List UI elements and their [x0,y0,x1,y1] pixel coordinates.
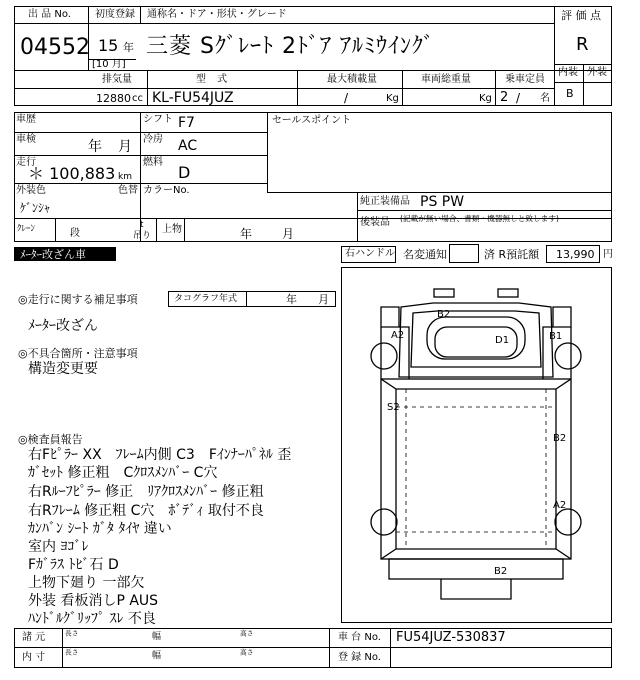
first-reg-label: 初度登録 [95,9,135,20]
color-change-label: 色替 [118,185,138,196]
shift-value: F7 [178,115,195,131]
height-label: 高さ [240,630,254,638]
width-label: 幅 [152,651,162,661]
inspector-line: 右Fﾋﾟﾗｰ XX ﾌﾚｰﾑ内側 C3 Fｲﾝﾅｰﾊﾟﾈﾙ 歪 [28,447,292,463]
max-load-unit: Kg [386,93,399,104]
inspector-line: ｶﾞｾｯﾄ 修正粗 Cｸﾛｽﾒﾝﾊﾞｰ C穴 [28,465,218,481]
shaken-month: 月 [118,139,132,155]
crane-hoist: 吊り [133,231,152,241]
model-value: KL-FU54JUZ [152,90,234,106]
damage-mark-s2: S2 [387,402,400,413]
capacity-value: 2 [500,90,509,105]
interior-grade: B [566,87,574,100]
displacement-value: 12880 [96,92,131,105]
inspector-line: 右Rﾙｰﾌﾋﾟﾗｰ 修正 ﾘｱｸﾛｽﾒﾝﾊﾞｰ 修正粗 [28,484,264,500]
first-reg-year-unit: 年 [123,41,134,54]
ac-label: 冷房 [143,134,163,145]
first-reg-year: 15 [98,36,119,55]
color-no-label: カラーNo. [143,185,190,196]
interior-label: 内装 [558,67,578,78]
body-label: 上物 [162,224,182,235]
capacity-label: 乗車定員 [505,74,545,85]
max-load-slash: / [344,91,349,105]
capacity-slash: / [516,91,521,105]
damage-mark-d1: D1 [495,335,510,346]
height-label: 高さ [240,649,254,657]
color-value: ｹﾞﾝｼｬ [20,201,51,215]
vehicle-name-label: 通称名・ドア・形状・グレード [147,9,287,20]
sales-point-label: セールスポイント [272,115,352,126]
inspector-line: ﾊﾝﾄﾞﾙｸﾞﾘｯﾌﾟ ｽﾚ 不良 [28,611,156,627]
equipment-label: 純正装備品 [360,196,410,207]
recycle-label: 済 R預託額 [484,248,540,261]
body-year: 年 [240,227,253,241]
damage-mark-b1: B1 [549,331,563,342]
displacement-unit: cc [132,93,143,104]
width-label: 幅 [152,632,162,642]
crane-ton: t [140,220,144,230]
model-label: 型 式 [196,74,232,85]
fuel-value: D [178,163,191,182]
inspector-line: ｶﾝﾊﾞﾝ ｼｰﾄ ｶﾞﾀ ﾀｲﾔ 違い [28,521,172,537]
meter-tamper-text: ﾒｰﾀｰ改ざん車 [20,248,86,261]
recycle-amount: 13,990 [556,248,595,261]
vehicle-name: 三菱 Sｸﾞﾚｰﾄ 2ﾄﾞｱ ｱﾙﾐｳｲﾝｸﾞ [146,34,435,59]
registration-label: 登 録 No. [338,652,381,663]
tacho-year: 年 [286,293,297,306]
crane-stage: 段 [70,228,80,239]
truck-diagram [341,267,612,623]
name-change-box [449,244,479,263]
defect-note: 構造変更要 [28,361,98,377]
exterior-label: 外装 [587,67,607,78]
grade-label: 評 価 点 [561,9,601,22]
lot-number: 04552 [20,35,90,60]
mileage-unit: km [118,172,132,182]
gross-weight-label: 車両総重量 [421,74,471,85]
rhd-label: 右ハンドル [345,248,395,259]
mileage-value: ＊ 100,883 [28,164,116,183]
inspector-line: 右Rﾌﾚｰﾑ 修正粗 C穴 ﾎﾞﾃﾞｨ 取付不良 [28,503,264,519]
damage-mark-b2-rear: B2 [494,566,508,577]
mileage-label: 走行 [16,157,36,168]
defect-label: ◎不具合箇所・注意事項 [18,347,138,360]
equipment-value: PS PW [420,194,465,210]
aftermarket-note: (記載が無い場合、書類・機器無しと致します) [400,215,559,224]
inner-dims-label: 内 寸 [22,652,46,663]
length-label: 長さ [65,649,79,657]
name-change-label: 名変通知 [403,248,447,261]
fuel-label: 燃料 [143,157,163,168]
shaken-year: 年 [88,139,102,155]
crane-label: ｸﾚｰﾝ [17,224,36,234]
shaken-label: 車検 [16,134,36,145]
inspector-line: 上物下廻り 一部欠 [28,575,145,591]
spec-dims-label: 諸 元 [22,632,46,643]
gross-weight-unit: Kg [479,93,492,104]
aftermarket-label: 後装品 [360,217,390,228]
inspector-line: 室内 ﾖｺﾞﾚ [28,539,89,555]
damage-mark-b2-right: B2 [553,433,567,444]
chassis-label: 車 台 No. [338,632,381,643]
first-reg-month: [10 月] [92,59,126,70]
history-label: 車歴 [16,114,36,125]
capacity-unit: 名 [540,93,550,104]
inspector-line: 外装 看板消しP AUS [28,593,159,609]
max-load-label: 最大積載量 [327,74,377,85]
shift-label: シフト [143,114,173,125]
chassis-number: FU54JUZ-530837 [396,630,506,645]
inspector-label: ◎検査員報告 [18,433,83,446]
ac-value: AC [178,138,198,154]
displacement-label: 排気量 [102,74,132,85]
lot-label: 出 品 No. [28,9,71,20]
driving-notes-label: ◎走行に関する補足事項 [18,293,138,306]
color-label: 外装色 [16,185,46,196]
tacho-label: タコグラフ年式 [174,294,238,304]
damage-mark-a2-left: A2 [391,330,405,341]
overall-grade: R [576,34,589,55]
damage-mark-a2-right: A2 [553,500,567,511]
damage-mark-b2-cab: B2 [437,309,451,320]
body-month: 月 [282,227,295,241]
footer-frame [14,628,612,668]
length-label: 長さ [65,630,79,638]
driving-note: ﾒｰﾀｰ改ざん [28,318,98,334]
inspector-line: Fｶﾞﾗｽ ﾄﾋﾞ石 D [28,557,119,573]
recycle-yen: 円 [603,249,613,260]
tacho-month: 月 [318,293,329,306]
